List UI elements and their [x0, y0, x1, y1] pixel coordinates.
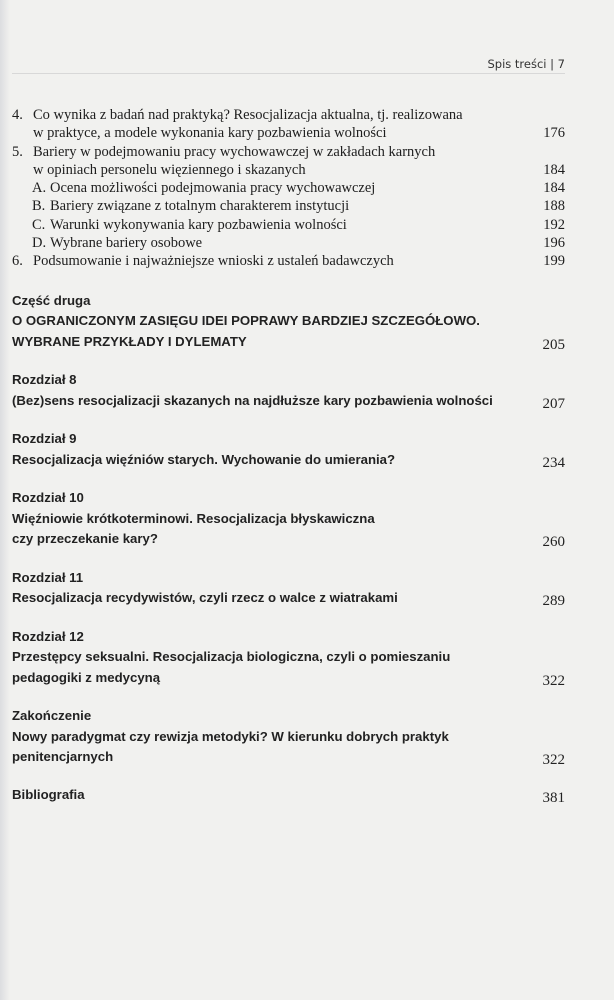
bibliography-page-number: 381 [542, 789, 565, 806]
toc-entry-5a [12, 179, 565, 197]
chapter-title-line: (Bez)sens resocjalizacji skazanych na najdłuższe kary pozbawienia wolności [12, 392, 493, 408]
toc-chapter-8 [12, 370, 565, 411]
chapter-title-line: czy przeczekanie kary? [12, 531, 158, 547]
chapter-title-line: Resocjalizacja więźniów starych. Wychowanie do umierania? [12, 451, 396, 467]
chapter-label: Rozdział 11 [12, 569, 84, 585]
toc-entry-6 [12, 252, 565, 270]
part-label: Część druga [12, 292, 91, 308]
entry-number: C. [32, 216, 46, 233]
chapter-label: Rozdział 10 [12, 490, 84, 506]
header-rule [12, 73, 565, 74]
chapter-page-number: 207 [542, 395, 565, 412]
entry-number: A. [32, 180, 47, 197]
entry-page-number: 188 [543, 198, 565, 215]
chapter-title-line: Resocjalizacja recydywistów, czyli rzecz o walce z wiatrakami [12, 590, 398, 606]
entry-page-number: 184 [543, 161, 565, 178]
entry-title-line: Warunki wykonywania kary pozbawienia wolności [50, 216, 347, 233]
part-title-line: WYBRANE PRZYKŁADY I DYLEMATY [12, 333, 247, 349]
chapter-page-number: 289 [542, 593, 565, 610]
entry-title-line: w opiniach personelu więziennego i skazanych [33, 161, 306, 178]
entry-number: D. [32, 235, 47, 252]
entry-number: 4. [12, 107, 23, 123]
conclusion-page-number: 322 [542, 752, 565, 769]
entry-number: B. [32, 198, 46, 215]
chapter-title-line: Więźniowie krótkoterminowi. Resocjalizacja błyskawiczna [12, 510, 375, 526]
running-header: Spis treści | 7 [487, 57, 565, 71]
page-gutter-shade [0, 0, 10, 1000]
chapter-page-number: 322 [542, 672, 565, 689]
entry-title-line: Bariery w podejmowaniu pracy wychowawczej w zakładach karnych [33, 143, 436, 160]
chapter-title-line: pedagogiki z medycyną [12, 669, 161, 685]
chapter-page-number: 260 [542, 534, 565, 551]
toc-conclusion [12, 706, 565, 768]
chapter-label: Rozdział 8 [12, 372, 77, 388]
entry-title-line: Co wynika z badań nad praktyką? Resocjalizacja aktualna, tj. realizowana [33, 107, 463, 123]
entry-title-line: Bariery związane z totalnym charakterem instytucji [50, 198, 350, 215]
chapter-page-number: 234 [542, 454, 565, 471]
entry-page-number: 192 [543, 216, 565, 233]
entry-title-line: Ocena możliwości podejmowania pracy wychowawczej [50, 180, 376, 197]
toc-chapter-12 [12, 627, 565, 689]
toc-entry-5b [12, 197, 565, 215]
conclusion-title-line: penitencjarnych [12, 749, 114, 765]
toc-chapter-11 [12, 568, 565, 609]
toc-entry-5c [12, 216, 565, 234]
entry-title-line: w praktyce, a modele wykonania kary pozbawienia wolności [33, 125, 387, 142]
bibliography-label: Bibliografia [12, 786, 85, 802]
entry-title-line: Podsumowanie i najważniejsze wnioski z ustaleń badawczych [33, 253, 394, 270]
entry-number: 6. [12, 253, 23, 270]
entry-page-number: 199 [543, 253, 565, 270]
entry-page-number: 176 [543, 125, 565, 142]
toc-bibliography [12, 785, 565, 806]
entry-page-number: 184 [543, 180, 565, 197]
toc-chapter-9 [12, 429, 565, 470]
toc-entry-5d [12, 234, 565, 252]
chapter-title-line: Przestępcy seksualni. Resocjalizacja biologiczna, czyli o pomieszaniu [12, 649, 451, 665]
toc-part-two [12, 291, 565, 353]
part-title-line: O OGRANICZONYM ZASIĘGU IDEI POPRAWY BARDZIEJ SZCZEGÓŁOWO. [12, 313, 480, 329]
chapter-label: Rozdział 12 [12, 628, 84, 644]
toc-entry-5 [12, 143, 565, 180]
chapter-label: Rozdział 9 [12, 431, 77, 447]
conclusion-title-line: Nowy paradygmat czy rewizja metodyki? W kierunku dobrych praktyk [12, 728, 449, 744]
toc-entry-4 [12, 106, 565, 143]
table-of-contents [12, 106, 565, 805]
conclusion-label: Zakończenie [12, 708, 92, 724]
part-page-number: 205 [542, 336, 565, 353]
entry-title-line: Wybrane bariery osobowe [50, 235, 203, 252]
toc-chapter-10 [12, 488, 565, 550]
entry-page-number: 196 [543, 235, 565, 252]
entry-number: 5. [12, 143, 23, 160]
